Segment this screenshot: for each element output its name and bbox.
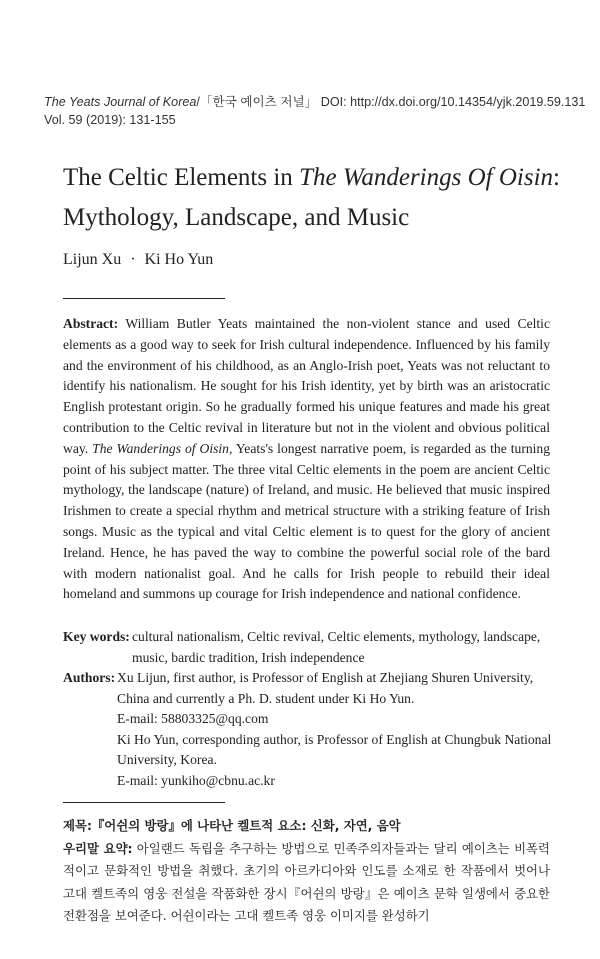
author-info xyxy=(63,668,555,792)
author-second: Ki Ho Yun xyxy=(144,251,214,268)
authors-body xyxy=(117,668,555,792)
author-1-desc: Xu Lijun, first author, is Professor of English at Zhejiang Shuren University, China and currently a Ph. D. student under Ki Ho Yun. xyxy=(117,670,534,706)
volume-line: Vol. 59 (2019): 131-155 xyxy=(44,113,176,127)
korean-summary xyxy=(63,815,550,928)
journal-name: The Yeats Journal of Korea xyxy=(44,95,197,109)
abstract-label: Abstract: xyxy=(63,316,119,331)
abstract-italic: The Wanderings of Oisin, xyxy=(92,440,233,456)
korean-summary-text: 아일랜드 독립을 추구하는 방법으로 민족주의자들과는 달리 예이츠는 비폭력적이고 문화적인 방법을 취했다. 초기의 아르카디아와 인도를 소재로 한 작품에서 벗어나 고대 켈트족의 영웅 전설을 작품화한 장시『어쉰의 방랑』은 예이츠 문학 일생에서 중요한 전환점을 보여준다. 어쉰이라는 고대 켈트족 영웅 이미지를 완성하기 xyxy=(63,840,550,924)
divider-bottom xyxy=(63,802,225,803)
divider-top xyxy=(63,298,225,299)
paper-title xyxy=(63,158,583,238)
author-2-desc: Ki Ho Yun, corresponding author, is Professor of English at Chungbuk National University, Korea. xyxy=(117,731,552,768)
journal-header xyxy=(44,93,586,129)
abstract-text-2: Yeats's longest narrative poem, is regarded as the turning point of his subject matter. The three vital Celtic elements in the poem are ancient Celtic mythology, the landscape (nature) of Ireland, and music. He believed that music inspired Irishmen to create a special rhythm and metrical structure with a striking feature of Irish songs. Music as the typical and vital Celtic element is to quest for the glory of ancient Ireland. Hence, he has paved the way to combine the powerful social role of the bard with modern nationalist goal. And he calls for Irish people to rebuild their ideal homeland and summons up courage for Irish independence and national confidence. xyxy=(63,440,551,602)
authors-label: Authors: xyxy=(63,670,116,685)
title-part1: The Celtic Elements in xyxy=(63,164,300,191)
title-part2: : xyxy=(553,164,560,191)
abstract xyxy=(63,314,550,605)
title-line-1 xyxy=(63,158,583,198)
author-2-email: E-mail: yunkiho@cbnu.ac.kr xyxy=(117,772,275,788)
keywords-label: Key words: xyxy=(63,629,130,644)
title-line-2: Mythology, Landscape, and Music xyxy=(63,204,410,231)
journal-line xyxy=(44,93,586,111)
author-separator: · xyxy=(130,251,136,268)
korean-title: 제목:『어쉰의 방랑』에 나타난 켈트적 요소: 신화, 자연, 음악 xyxy=(63,818,401,833)
author-names xyxy=(63,251,213,269)
keywords xyxy=(63,627,553,669)
korean-summary-label: 우리말 요약: xyxy=(63,840,133,856)
author-1-email: E-mail: 58803325@qq.com xyxy=(117,711,269,727)
journal-doi: /「한국 예이츠 저널」 DOI: http://dx.doi.org/10.14354/yjk.2019.59.131 xyxy=(196,95,586,109)
author-first: Lijun Xu xyxy=(63,251,122,268)
abstract-text-1: William Butler Yeats maintained the non-violent stance and used Celtic elements as a good way to seek for Irish cultural independence. Influenced by his family and the environment of his childhood, as an Anglo-Irish poet, Yeats was not reluctant to identify his nationalism. He sought for his Irish identity, yet by birth was an aristocratic English protestant origin. So he gradually formed his unique features and made his great contribution to the Celtic revival in literature but not in the violent and obvious political way. xyxy=(63,316,550,456)
title-italic: The Wanderings Of Oisin xyxy=(299,164,554,191)
keywords-text: cultural nationalism, Celtic revival, Celtic elements, mythology, landscape, music, bardic tradition, Irish independence xyxy=(132,629,541,665)
